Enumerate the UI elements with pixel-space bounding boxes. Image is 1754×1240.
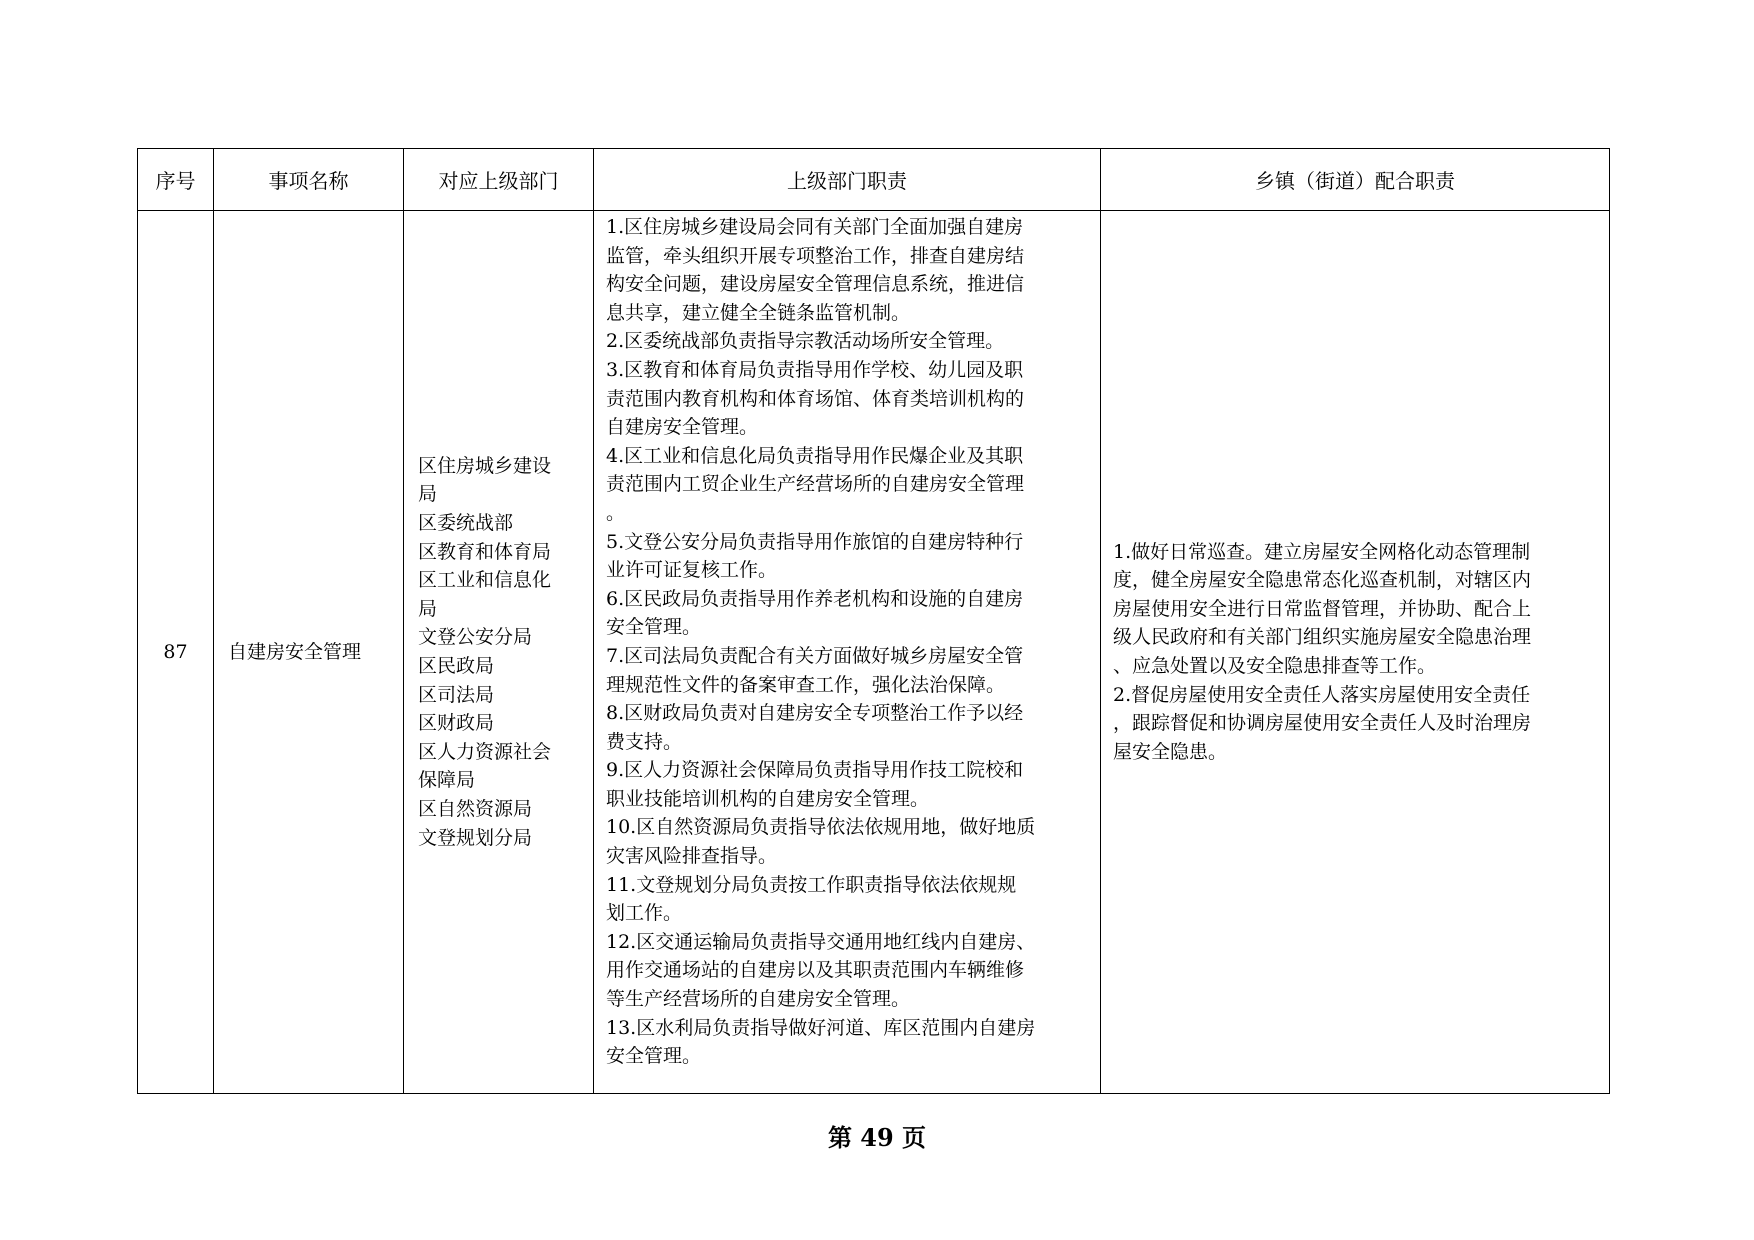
duty-line: 8.区财政局负责对自建房安全专项整治工作予以经: [606, 702, 1024, 725]
duty-line: 业许可证复核工作。: [606, 559, 778, 582]
duty-line: 13.区水利局负责指导做好河道、库区范围内自建房: [606, 1016, 1036, 1039]
duty-line: 自建房安全管理。: [606, 416, 759, 439]
duty-line: 监管，牵头组织开展专项整治工作，排查自建房结: [606, 244, 1025, 267]
department-line: 区教育和体育局: [418, 540, 552, 563]
table-header-row: [138, 149, 1610, 211]
duty-line: 职业技能培训机构的自建房安全管理。: [606, 787, 930, 810]
department-line: 区司法局: [418, 683, 495, 706]
duty-line: 1.区住房城乡建设局会同有关部门全面加强自建房: [606, 216, 1024, 238]
department-line: 区委统战部: [418, 512, 514, 535]
table-row: [138, 211, 1610, 1094]
duty-list: [606, 213, 1090, 1071]
cell-departments: [404, 211, 594, 1094]
town-duty-line: 级人民政府和有关部门组织实施房屋安全隐患治理: [1113, 626, 1532, 649]
department-line: 区工业和信息化: [418, 569, 552, 592]
duty-line: 责范围内工贸企业生产经营场所的自建房安全管理: [606, 473, 1025, 496]
header-item-name: 事项名称: [214, 149, 404, 211]
duty-line: 划工作。: [606, 902, 683, 925]
page-number: 第 49 页: [827, 1123, 927, 1152]
duty-line: 5.文登公安分局负责指导用作旅馆的自建房特种行: [606, 530, 1024, 553]
header-department-duties: 上级部门职责: [594, 149, 1101, 211]
town-duty-line: 度，健全房屋安全隐患常态化巡查机制，对辖区内: [1113, 569, 1532, 592]
duty-line: 费支持。: [606, 730, 683, 753]
duty-line: 7.区司法局负责配合有关方面做好城乡房屋安全管: [606, 644, 1024, 667]
duty-line: 6.区民政局负责指导用作养老机构和设施的自建房: [606, 587, 1024, 610]
duty-line: 理规范性文件的备案审查工作，强化法治保障。: [606, 673, 1006, 696]
town-duty-line: ，跟踪督促和协调房屋使用安全责任人及时治理房: [1113, 712, 1532, 735]
duty-line: 3.区教育和体育局负责指导用作学校、幼儿园及职: [606, 358, 1024, 381]
duty-line: 灾害风险排查指导。: [606, 845, 778, 868]
cell-seq: 87: [138, 211, 214, 1094]
duty-line: 4.区工业和信息化局负责指导用作民爆企业及其职: [606, 444, 1024, 467]
cell-town-duties: [1101, 211, 1610, 1094]
department-line: 局: [418, 597, 438, 620]
duty-line: 安全管理。: [606, 1045, 702, 1068]
duty-line: 息共享，建立健全全链条监管机制。: [606, 301, 911, 324]
duty-line: 2.区委统战部负责指导宗教活动场所安全管理。: [606, 330, 1005, 353]
duty-line: 等生产经营场所的自建房安全管理。: [606, 988, 911, 1011]
cell-department-duties: [594, 211, 1101, 1094]
town-duty-line: 、应急处置以及安全隐患排查等工作。: [1113, 655, 1437, 677]
responsibility-table: [137, 148, 1610, 1094]
header-seq: 序号: [138, 149, 214, 211]
header-town-duties: 乡镇（街道）配合职责: [1101, 149, 1610, 211]
duty-line: 责范围内教育机构和体育场馆、体育类培训机构的: [606, 387, 1025, 410]
duty-line: 构安全问题，建设房屋安全管理信息系统，推进信: [606, 273, 1025, 296]
duty-line: 安全管理。: [606, 616, 702, 639]
department-line: 区财政局: [418, 712, 495, 735]
department-line: 局: [418, 483, 438, 506]
department-list: [418, 452, 583, 852]
duty-line: 用作交通场站的自建房以及其职责范围内车辆维修: [606, 959, 1025, 982]
duty-line: 。: [606, 501, 626, 524]
department-line: 区人力资源社会: [418, 740, 552, 763]
town-duty-list: [1113, 538, 1601, 767]
duty-line: 9.区人力资源社会保障局负责指导用作技工院校和: [606, 759, 1024, 782]
duty-line: 12.区交通运输局负责指导交通用地红线内自建房、: [606, 930, 1036, 953]
duty-line: 10.区自然资源局负责指导依法依规用地，做好地质: [606, 816, 1036, 839]
town-duty-line: 2.督促房屋使用安全责任人落实房屋使用安全责任: [1113, 683, 1531, 706]
department-line: 区民政局: [418, 655, 495, 677]
department-line: 区自然资源局: [418, 797, 533, 820]
department-line: 文登规划分局: [418, 826, 533, 849]
town-duty-line: 房屋使用安全进行日常监督管理，并协助、配合上: [1113, 597, 1532, 620]
department-line: 文登公安分局: [418, 626, 533, 649]
department-line: 区住房城乡建设: [418, 454, 552, 477]
duty-line: 11.文登规划分局负责按工作职责指导依法依规规: [606, 873, 1017, 896]
cell-item-name: 自建房安全管理: [214, 211, 404, 1094]
town-duty-line: 屋安全隐患。: [1113, 740, 1228, 763]
header-department: 对应上级部门: [404, 149, 594, 211]
town-duty-line: 1.做好日常巡查。建立房屋安全网格化动态管理制: [1113, 540, 1531, 563]
department-line: 保障局: [418, 769, 476, 792]
